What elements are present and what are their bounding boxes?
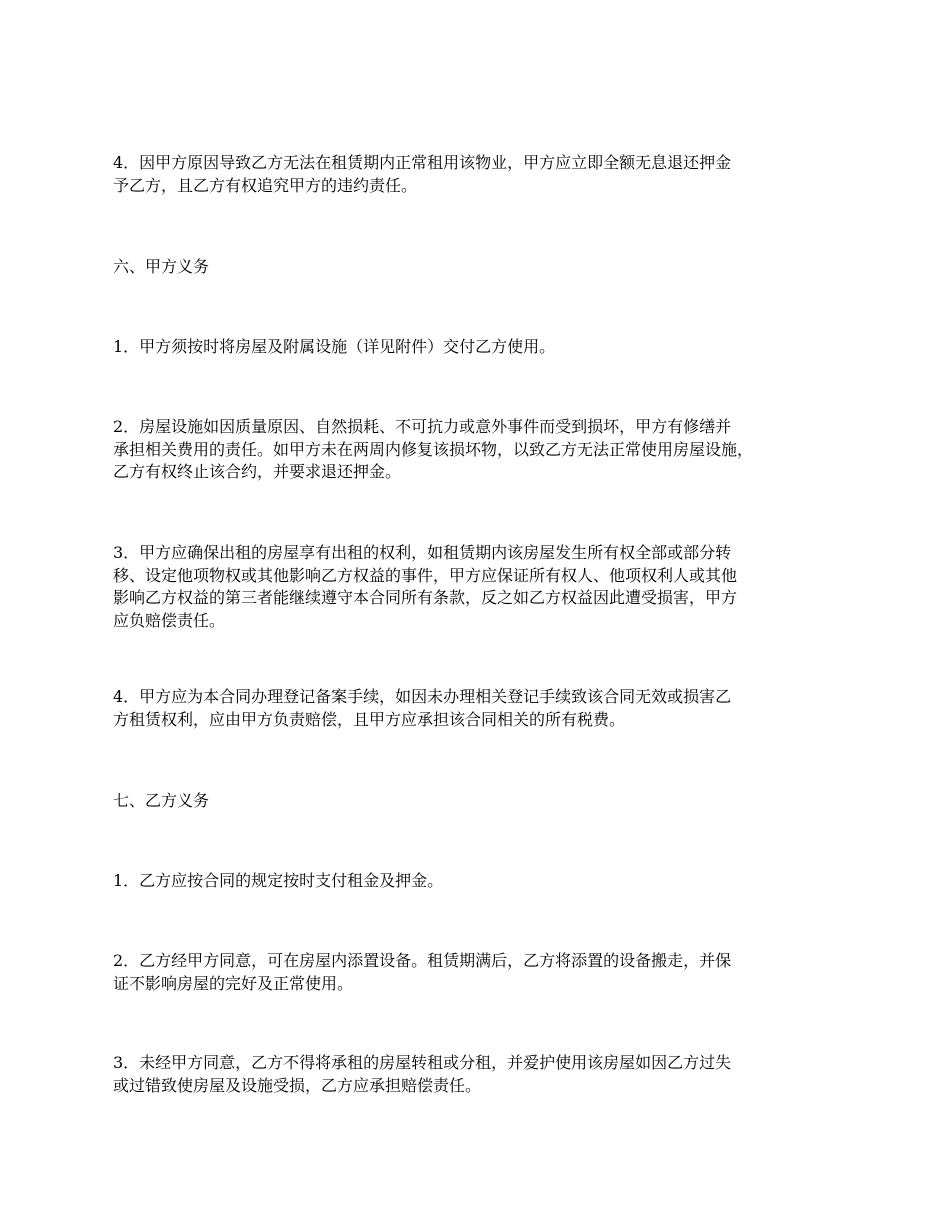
- text-line: 移、设定他项物权或其他影响乙方权益的事件，甲方应保证所有权人、他项权利人或其他: [113, 565, 738, 585]
- paragraph-landlord-registration: [113, 686, 853, 731]
- paragraph-landlord-repairs: [113, 416, 853, 484]
- text-line: 3．未经甲方同意，乙方不得将承租的房屋转租或分租，并爱护使用该房屋如因乙方过失: [113, 1053, 732, 1072]
- text-line: 或过错致使房屋及设施受损，乙方应承担赔偿责任。: [113, 1075, 482, 1095]
- paragraph-tenant-equipment: [113, 950, 853, 995]
- text-line: 4．甲方应为本合同办理登记备案手续，如因未办理相关登记手续致该合同无效或损害乙: [113, 687, 732, 706]
- text-line: 4．因甲方原因导致乙方无法在租赁期内正常租用该物业，甲方应立即全额无息退还押金: [113, 153, 732, 172]
- text-line: 2．房屋设施如因质量原因、自然损耗、不可抗力或意外事件而受到损坏，甲方有修缮并: [113, 417, 732, 436]
- paragraph-landlord-default-refund: [113, 152, 853, 197]
- text-line: 应负赔偿责任。: [113, 610, 226, 630]
- text-line: 2．乙方经甲方同意，可在房屋内添置设备。租赁期满后，乙方将添置的设备搬走，并保: [113, 951, 732, 970]
- text-line: 1．乙方应按合同的规定按时支付租金及押金。: [113, 871, 444, 890]
- text-line: 予乙方，且乙方有权追究甲方的违约责任。: [113, 175, 418, 195]
- section-heading-tenant-obligations: [113, 790, 853, 813]
- text-line: 承担相关费用的责任。如甲方未在两周内修复该损坏物，以致乙方无法正常使用房屋设施，: [113, 439, 754, 459]
- paragraph-tenant-sublease: [113, 1052, 853, 1097]
- text-line: 证不影响房屋的完好及正常使用。: [113, 973, 354, 993]
- paragraph-landlord-rights: [113, 542, 853, 632]
- heading-text: 六、甲方义务: [113, 257, 210, 276]
- text-line: 乙方有权终止该合约，并要求退还押金。: [113, 462, 402, 481]
- paragraph-landlord-delivery: [113, 336, 853, 359]
- heading-text: 七、乙方义务: [113, 791, 210, 810]
- text-line: 影响乙方权益的第三者能继续遵守本合同所有条款，反之如乙方权益因此遭受损害，甲方: [113, 588, 738, 607]
- text-line: 方租赁权利，应由甲方负责赔偿，且甲方应承担该合同相关的所有税费。: [113, 709, 626, 729]
- section-heading-landlord-obligations: [113, 256, 853, 279]
- text-line: 1．甲方须按时将房屋及附属设施（详见附件）交付乙方使用。: [113, 337, 556, 356]
- paragraph-tenant-payment: [113, 870, 853, 893]
- text-line: 3．甲方应确保出租的房屋享有出租的权利，如租赁期内该房屋发生所有权全部或部分转: [113, 543, 732, 562]
